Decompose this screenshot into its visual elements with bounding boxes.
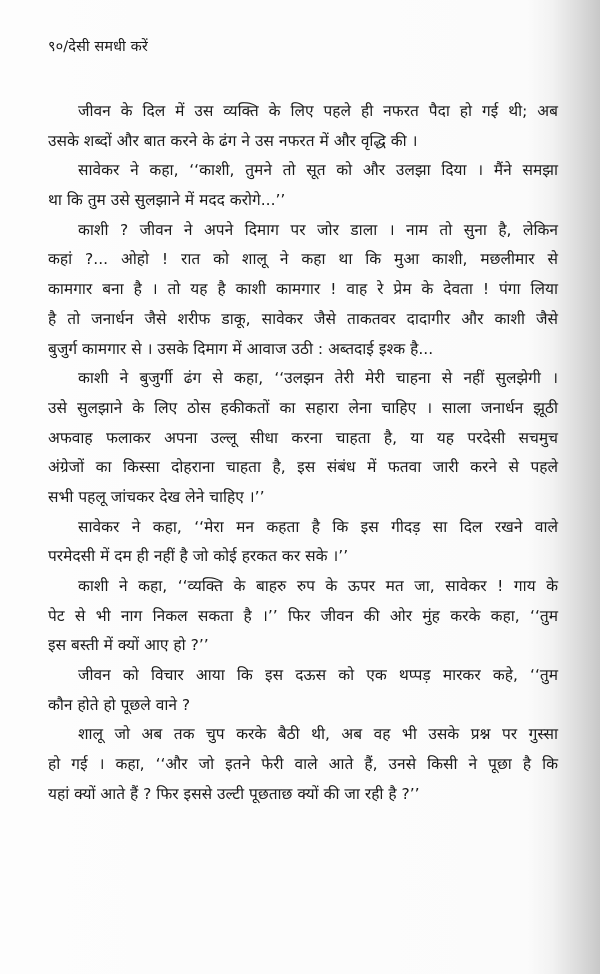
body-text <box>48 97 558 810</box>
text-line: सभी पहलू जांचकर देख लेने चाहिए ।’’ <box>48 487 265 506</box>
text-line: जीवन को विचार आया कि इस दऊस को एक थप्पड़ मारकर कहे, ‘‘तुम <box>78 666 558 685</box>
text-line: कामगार बना है । तो यह है काशी कामगार ! वाह रे प्रेम के देवता ! पंगा लिया <box>48 280 558 299</box>
text-line: कहां ?... ओहो ! रात को शालू ने कहा था कि मुआ काशी, मछलीमार से <box>48 250 558 269</box>
text-line: परमेदसी में दम ही नहीं है जो कोई हरकत कर सके ।’’ <box>48 547 349 566</box>
text-line: बुजुर्ग कामगार से । उसके दिमाग में आवाज उठी : अब्तदाई इश्क है... <box>48 339 434 358</box>
text-line: उसके शब्दों और बात करने के ढंग ने उस नफरत में और वृद्धि की । <box>48 131 418 150</box>
text-line: था कि तुम उसे सुलझाने में मदद करोगे...’’ <box>48 191 286 210</box>
text-line: सावेकर ने कहा, ‘‘काशी, तुमने तो सूत को और उलझा दिया । मैंने समझा <box>78 161 558 180</box>
text-line: काशी ने कहा, ‘‘व्यक्ति के बाहरु रुप के ऊपर मत जा, सावेकर ! गाय के <box>78 577 558 595</box>
running-head: ९०/देसी समधी करें <box>48 39 148 55</box>
text-line: जीवन के दिल में उस व्यक्ति के लिए पहले ही नफरत पैदा हो गई थी; अब <box>78 102 558 120</box>
text-line: काशी ने बुजुर्गी ढंग से कहा, ‘‘उलझन तेरी मेरी चाहना से नहीं सुलझेगी । <box>78 369 558 388</box>
text-line: पेट से भी नाग निकल सकता है ।’’ फिर जीवन की ओर मुंह करके कहा, ‘‘तुम <box>48 606 558 625</box>
text-line: उसे सुलझाने के लिए ठोस हकीकतों का सहारा लेना चाहिए । साला जनार्धन झूठी <box>48 398 558 417</box>
text-line: शालू जो अब तक चुप करके बैठी थी, अब वह भी उसके प्रश्न पर गुस्सा <box>78 725 558 744</box>
text-line: अंग्रेजों का किस्सा दोहराना चाहता है, इस संबंध में फतवा जारी करने से पहले <box>48 458 558 477</box>
text-line: इस बस्ती में क्यों आए हो ?’’ <box>48 636 209 655</box>
text-line: है तो जनार्धन जैसे शरीफ डाकू, सावेकर जैसे ताकतवर दादागीर और काशी जैसे <box>48 309 558 328</box>
text-line: काशी ? जीवन ने अपने दिमाग पर जोर डाला । नाम तो सुना है, लेकिन <box>78 220 558 239</box>
text-line: हो गई । कहा, ‘‘और जो इतने फेरी वाले आते हैं, उनसे किसी ने पूछा है कि <box>48 755 558 774</box>
text-line: यहां क्यों आते हैं ? फिर इससे उल्टी पूछताछ क्यों की जा रही है ?’’ <box>48 784 420 803</box>
text-line: अफवाह फलाकर अपना उल्लू सीधा करना चाहता है, या यह परदेसी सचमुच <box>48 428 558 447</box>
text-line: सावेकर ने कहा, ‘‘मेरा मन कहता है कि इस गीदड़ सा दिल रखने वाले <box>78 517 558 536</box>
text-line: कौन होते हो पूछले वाने ? <box>48 695 191 714</box>
